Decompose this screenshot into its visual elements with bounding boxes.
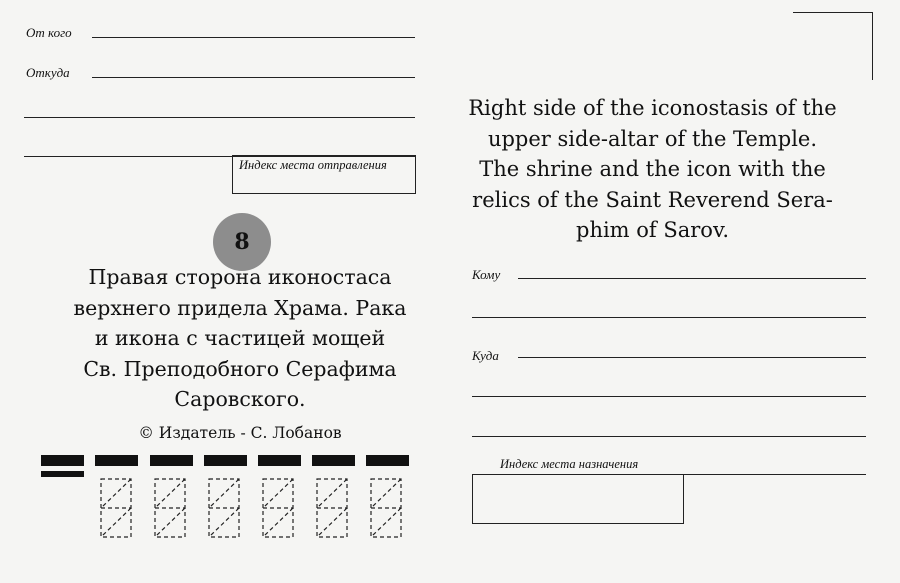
stamp-area-top-edge — [793, 12, 873, 13]
index-digit-grid[interactable] — [100, 478, 410, 540]
to-line-1[interactable] — [518, 278, 866, 279]
where-to-line-1[interactable] — [518, 357, 866, 358]
from-line[interactable] — [92, 37, 415, 38]
where-from-label: Откуда — [26, 65, 70, 80]
to-line-2[interactable] — [472, 317, 866, 318]
code-marker-bar-top — [41, 455, 84, 466]
code-bar — [150, 455, 193, 466]
caption-en — [430, 93, 875, 246]
code-bar — [204, 455, 247, 466]
caption-en-line: phim of Sarov. — [576, 218, 729, 242]
caption-en-line: upper side-altar of the Temple. — [487, 126, 818, 151]
index-digit-cell — [101, 479, 131, 537]
index-digit-cell — [209, 479, 239, 537]
caption-en-line: The shrine and the icon with the — [479, 157, 826, 181]
from-label: От кого — [26, 25, 72, 40]
where-to-line-2[interactable] — [472, 396, 866, 397]
where-to-label: Куда — [472, 348, 499, 363]
card-number: 8 — [234, 229, 250, 255]
index-digit-cell — [263, 479, 293, 537]
index-digit-cell — [317, 479, 347, 537]
index-digit-cell — [155, 479, 185, 537]
to-label: Кому — [472, 267, 501, 282]
index-digit-cell — [371, 479, 401, 537]
where-from-line-2[interactable] — [24, 117, 415, 118]
code-bar — [258, 455, 301, 466]
caption-en-line: relics of the Saint Reverend Sera- — [472, 187, 833, 212]
caption-ru-line: верхнего придела Храма. Рака — [73, 295, 407, 320]
code-bar — [366, 455, 409, 466]
caption-ru-line: Саровского. — [174, 387, 306, 411]
destination-index-box[interactable] — [472, 474, 684, 524]
code-marker-bar-bottom — [41, 471, 84, 477]
caption-ru-line: и икона с частицей мощей — [94, 326, 386, 350]
departure-index-box[interactable] — [232, 155, 416, 194]
caption-ru-line: Правая сторона иконостаса — [88, 265, 392, 289]
publisher-credit: © Издатель - С. Лобанов — [138, 424, 342, 442]
destination-index-label: Индекс места назначения — [500, 457, 639, 471]
code-bar — [312, 455, 355, 466]
stamp-area-right-edge — [872, 12, 873, 80]
caption-en-line: Right side of the iconostasis of the — [468, 96, 837, 120]
code-bar — [95, 455, 138, 466]
where-to-line-3[interactable] — [472, 436, 866, 437]
caption-ru-line: Св. Преподобного Серафима — [83, 356, 397, 381]
caption-ru — [30, 262, 450, 415]
departure-index-label: Индекс места отправления — [239, 158, 387, 172]
where-from-line-1[interactable] — [92, 77, 415, 78]
